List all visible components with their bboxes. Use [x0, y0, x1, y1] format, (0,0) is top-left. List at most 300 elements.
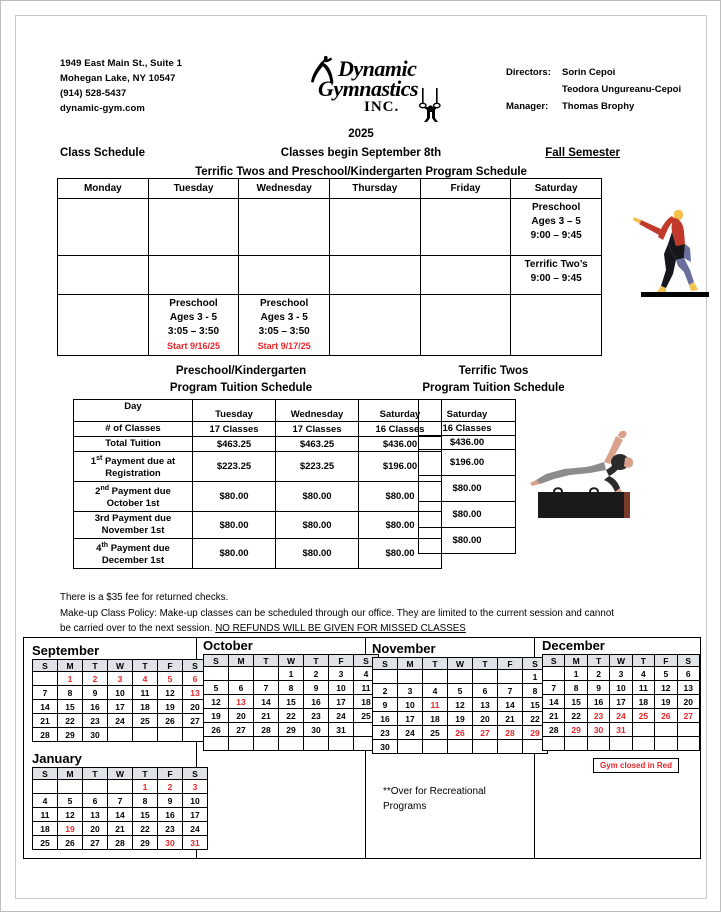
tuition-value-cell: 17 Classes	[193, 422, 276, 437]
calendar-day-closed-19: 19	[58, 822, 83, 836]
calendar-day-closed-29: 29	[523, 726, 548, 740]
schedule-cell	[58, 199, 149, 256]
preschool-tuition-title	[106, 363, 376, 397]
logo-line-2: Gymnastics	[318, 76, 419, 101]
schedule-header-row	[58, 179, 602, 199]
calendar-day-closed-30: 30	[158, 836, 183, 850]
calendar-dow-cell: T	[632, 655, 654, 667]
twos-value-cell: 16 Classes	[419, 422, 516, 436]
calendar-day-empty	[655, 723, 677, 737]
calendar-day-9: 9	[587, 681, 609, 695]
calendar-week-row	[373, 698, 548, 712]
note-line-1: **Over for Recreational	[383, 786, 486, 797]
schedule-cell	[239, 256, 330, 295]
tuition-value-cell: $80.00	[359, 539, 442, 569]
calendar-day-11: 11	[133, 686, 158, 700]
tuition-row	[74, 482, 442, 512]
tuition-column-header-tuesday: Tuesday	[193, 400, 276, 422]
calendar-day-closed-28: 28	[498, 726, 523, 740]
calendar-day-empty	[398, 740, 423, 754]
calendar-day-empty	[632, 737, 654, 751]
tuition-value-cell: $463.25	[276, 437, 359, 452]
tuition-value-cell: $223.25	[193, 452, 276, 482]
calendar-day-empty	[373, 670, 398, 684]
calendar-dow-cell: T	[83, 768, 108, 780]
tuition-row	[74, 437, 442, 452]
schedule-cell-line: Terrific Two’s	[524, 259, 588, 270]
calendar-day-28: 28	[543, 723, 565, 737]
tuition-header-row	[74, 400, 442, 422]
calendar-day-16: 16	[304, 695, 329, 709]
schedule-cell	[511, 199, 602, 256]
calendar-day-19: 19	[204, 709, 229, 723]
schedule-start-date-note: Start 9/16/25	[166, 341, 220, 351]
calendar-day-14: 14	[498, 698, 523, 712]
calendar-dow-cell: S	[183, 660, 208, 672]
calendar-day-19: 19	[655, 695, 677, 709]
calendar-day-6: 6	[473, 684, 498, 698]
calendar-day-30: 30	[83, 728, 108, 742]
calendar-day-empty	[448, 740, 473, 754]
calendar-day-21: 21	[543, 709, 565, 723]
calendar-day-22: 22	[133, 822, 158, 836]
gym-closed-legend: Gym closed in Red	[593, 758, 679, 773]
returned-check-fee-line: There is a $35 fee for returned checks.	[60, 592, 229, 603]
calendar-day-27: 27	[229, 723, 254, 737]
calendar-day-closed-29: 29	[565, 723, 587, 737]
twos-row	[419, 436, 516, 450]
calendar-day-17: 17	[398, 712, 423, 726]
calendar-week-row	[33, 808, 208, 822]
calendar-day-25: 25	[423, 726, 448, 740]
logo-line-3: INC.	[364, 99, 400, 115]
tuition-value-cell: 16 Classes	[359, 422, 442, 437]
calendar-day-empty	[677, 737, 699, 751]
calendar-day-12: 12	[655, 681, 677, 695]
tuition-value-cell: $196.00	[359, 452, 442, 482]
calendar-day-25: 25	[133, 714, 158, 728]
calendar-day-3: 3	[398, 684, 423, 698]
year-label: 2025	[348, 128, 374, 140]
calendar-dow-cell: W	[108, 660, 133, 672]
calendar-day-empty	[158, 728, 183, 742]
calendar-day-17: 17	[183, 808, 208, 822]
staff-name: Teodora Ungureanu-Cepoi	[562, 84, 682, 95]
calendar-day-empty	[58, 780, 83, 794]
calendar-day-16: 16	[158, 808, 183, 822]
calendar-day-28: 28	[108, 836, 133, 850]
calendar-dow-cell: T	[473, 658, 498, 670]
makeup-policy-line: Make-up Class Policy: Make-up classes can be scheduled through our office. They are limited to the current session and cannot	[60, 607, 615, 619]
calendar-day-closed-5: 5	[158, 672, 183, 686]
calendar-day-empty	[108, 780, 133, 794]
calendar-day-6: 6	[83, 794, 108, 808]
calendar-day-10: 10	[183, 794, 208, 808]
calendar-day-closed-31: 31	[610, 723, 632, 737]
staff-role	[506, 81, 562, 98]
calendar-day-15: 15	[133, 808, 158, 822]
calendar-day-13: 13	[677, 681, 699, 695]
twos-value-cell: $196.00	[419, 450, 516, 476]
calendar-dow-row	[204, 655, 379, 667]
tuition-value-cell: $80.00	[193, 512, 276, 539]
staff-directory	[506, 64, 681, 115]
phone-number: (914) 528-5437	[60, 88, 127, 99]
calendar-day-12: 12	[448, 698, 473, 712]
calendar-day-7: 7	[498, 684, 523, 698]
schedule-cell-line: 9:00 – 9:45	[530, 230, 582, 241]
calendar-week-row	[204, 723, 379, 737]
schedule-cell	[329, 256, 420, 295]
schedule-cell	[148, 256, 239, 295]
calendar-day-empty	[565, 737, 587, 751]
twos-row	[419, 528, 516, 554]
calendar-week-row	[204, 709, 379, 723]
calendar-day-empty	[498, 670, 523, 684]
calendar-day-empty	[423, 740, 448, 754]
twos-header-row	[419, 400, 516, 422]
schedule-cell	[511, 256, 602, 295]
schedule-cell	[420, 256, 511, 295]
calendar-week-row	[204, 737, 379, 751]
calendar-day-closed-30: 30	[587, 723, 609, 737]
calendar-day-19: 19	[158, 700, 183, 714]
schedule-cell	[511, 295, 602, 356]
calendar-dow-cell: T	[587, 655, 609, 667]
calendar-day-empty	[204, 737, 229, 751]
tuition-day-header: Day	[74, 400, 193, 422]
calendar-day-16: 16	[587, 695, 609, 709]
calendar-day-24: 24	[398, 726, 423, 740]
calendar-dow-cell: F	[655, 655, 677, 667]
calendar-dow-cell: S	[33, 660, 58, 672]
tuition-column-header-saturday: Saturday	[359, 400, 442, 422]
schedule-cell	[148, 199, 239, 256]
calendar-day-4: 4	[423, 684, 448, 698]
weekly-schedule-table	[57, 178, 602, 356]
calendar-day-1: 1	[523, 670, 548, 684]
calendar-day-11: 11	[354, 681, 379, 695]
calendar-dow-cell: S	[33, 768, 58, 780]
calendar-week-row	[204, 667, 379, 681]
recreational-programs-note	[383, 784, 486, 814]
calendar-day-empty	[83, 780, 108, 794]
tuition-column-header-wednesday: Wednesday	[276, 400, 359, 422]
calendar-day-10: 10	[610, 681, 632, 695]
calendar-dow-cell: S	[354, 655, 379, 667]
calendar-week-row	[373, 684, 548, 698]
no-refunds-emphasis: NO REFUNDS WILL BE GIVEN FOR MISSED CLASSES	[215, 623, 466, 634]
calendar-dow-row	[33, 660, 208, 672]
twos-row	[419, 422, 516, 436]
calendar-day-empty	[398, 670, 423, 684]
calendar-dow-cell: F	[329, 655, 354, 667]
schedule-day-header-thursday: Thursday	[329, 179, 420, 199]
calendar-day-18: 18	[354, 695, 379, 709]
tuition-value-cell: $80.00	[276, 539, 359, 569]
calendar-day-8: 8	[133, 794, 158, 808]
calendar-week-row	[543, 737, 700, 751]
calendar-dow-row	[373, 658, 548, 670]
calendar-dow-cell: F	[158, 768, 183, 780]
calendar-day-9: 9	[373, 698, 398, 712]
schedule-cell-line: Preschool	[259, 298, 309, 309]
semester-label: Fall Semester	[545, 147, 620, 159]
calendar-day-11: 11	[632, 681, 654, 695]
tuition-value-cell: $80.00	[359, 482, 442, 512]
calendar-week-row	[33, 714, 208, 728]
calendar-day-13: 13	[473, 698, 498, 712]
schedule-cell-line: Preschool	[531, 202, 581, 213]
calendar-day-21: 21	[108, 822, 133, 836]
calendar-day-30: 30	[373, 740, 398, 754]
calendar-day-closed-13: 13	[229, 695, 254, 709]
schedule-cell-line: 9:00 – 9:45	[530, 273, 582, 284]
twos-row	[419, 502, 516, 528]
calendar-day-21: 21	[254, 709, 279, 723]
twos-row	[419, 476, 516, 502]
tuition-value-cell: $80.00	[193, 482, 276, 512]
calendar-day-12: 12	[58, 808, 83, 822]
schedule-day-header-monday: Monday	[58, 179, 149, 199]
calendar-day-29: 29	[279, 723, 304, 737]
calendar-day-empty	[229, 667, 254, 681]
calendar-day-empty	[498, 740, 523, 754]
calendar-day-16: 16	[373, 712, 398, 726]
calendar-week-row	[373, 712, 548, 726]
calendar-day-10: 10	[398, 698, 423, 712]
calendar-day-28: 28	[33, 728, 58, 742]
calendar-dow-cell: M	[58, 660, 83, 672]
schedule-cell	[58, 256, 149, 295]
schedule-day-header-friday: Friday	[420, 179, 511, 199]
calendar-day-empty	[279, 737, 304, 751]
calendar-september	[32, 643, 208, 742]
tuition-row-label: 1st Payment due at Registration	[74, 452, 193, 482]
schedule-cell	[148, 295, 239, 356]
company-logo	[302, 54, 452, 126]
schedule-cell	[420, 295, 511, 356]
calendar-dow-cell: M	[229, 655, 254, 667]
gymnast-standing-image	[628, 196, 714, 300]
calendar-day-18: 18	[423, 712, 448, 726]
class-schedule-label: Class Schedule	[60, 147, 146, 159]
calendar-week-row	[543, 709, 700, 723]
staff-row	[506, 81, 681, 98]
calendar-day-21: 21	[498, 712, 523, 726]
schedule-cell-line: Ages 3 – 5	[531, 216, 581, 227]
gymnast-pommel-horse-image	[524, 428, 652, 526]
calendar-day-25: 25	[33, 836, 58, 850]
calendar-day-14: 14	[108, 808, 133, 822]
calendar-day-23: 23	[304, 709, 329, 723]
calendar-week-row	[33, 836, 208, 850]
calendar-day-13: 13	[83, 808, 108, 822]
tuition-title-line1: Preschool/Kindergarten	[175, 365, 307, 377]
staff-name: Thomas Brophy	[562, 101, 635, 112]
address-line: 1949 East Main St., Suite 1	[60, 58, 183, 69]
calendar-day-17: 17	[610, 695, 632, 709]
calendar-day-22: 22	[58, 714, 83, 728]
schedule-row	[58, 256, 602, 295]
calendar-day-2: 2	[587, 667, 609, 681]
policy-text	[60, 590, 680, 637]
calendar-december	[542, 638, 700, 751]
calendar-day-10: 10	[108, 686, 133, 700]
staff-row	[506, 98, 681, 115]
schedule-day-header-wednesday: Wednesday	[239, 179, 330, 199]
calendar-day-26: 26	[204, 723, 229, 737]
calendar-week-row	[33, 672, 208, 686]
calendar-day-closed-13: 13	[183, 686, 208, 700]
calendar-month-name: October	[203, 638, 253, 653]
schedule-cell-line: 3:05 – 3:50	[167, 326, 220, 337]
schedule-day-header-tuesday: Tuesday	[148, 179, 239, 199]
tuition-title-line1: Terrific Twos	[458, 365, 529, 377]
calendar-week-row	[204, 681, 379, 695]
calendar-container	[23, 637, 701, 859]
calendar-day-25: 25	[354, 709, 379, 723]
calendar-dow-cell: M	[58, 768, 83, 780]
calendar-day-9: 9	[158, 794, 183, 808]
calendar-day-empty	[33, 780, 58, 794]
calendar-day-15: 15	[523, 698, 548, 712]
calendar-dow-cell: S	[204, 655, 229, 667]
calendar-day-closed-3: 3	[183, 780, 208, 794]
calendar-day-empty	[473, 740, 498, 754]
calendar-november	[372, 641, 548, 754]
calendar-day-empty	[677, 723, 699, 737]
calendar-day-21: 21	[33, 714, 58, 728]
schedule-cell-line: 3:05 – 3:50	[258, 326, 310, 337]
staff-name: Sorin Cepoi	[562, 67, 616, 78]
calendar-day-17: 17	[108, 700, 133, 714]
calendar-day-closed-11: 11	[423, 698, 448, 712]
calendar-day-1: 1	[565, 667, 587, 681]
calendar-day-6: 6	[229, 681, 254, 695]
calendar-day-29: 29	[58, 728, 83, 742]
calendar-day-11: 11	[33, 808, 58, 822]
tuition-row	[74, 539, 442, 569]
calendar-day-empty	[543, 667, 565, 681]
calendar-day-7: 7	[543, 681, 565, 695]
calendar-day-2: 2	[304, 667, 329, 681]
calendar-day-17: 17	[329, 695, 354, 709]
calendar-dow-cell: T	[254, 655, 279, 667]
calendar-week-row	[33, 822, 208, 836]
calendar-week-row	[373, 670, 548, 684]
tuition-value-cell: $80.00	[276, 482, 359, 512]
calendar-day-18: 18	[33, 822, 58, 836]
schedule-cell	[239, 295, 330, 356]
calendar-day-closed-24: 24	[610, 709, 632, 723]
calendar-day-31: 31	[329, 723, 354, 737]
schedule-day-header-saturday: Saturday	[511, 179, 602, 199]
calendar-day-empty	[610, 737, 632, 751]
calendar-day-empty	[33, 672, 58, 686]
classes-begin-label: Classes begin September 8th	[280, 147, 442, 159]
calendar-dow-row	[543, 655, 700, 667]
calendar-dow-cell: F	[498, 658, 523, 670]
twos-value-cell: $80.00	[419, 528, 516, 554]
address-line: Mohegan Lake, NY 10547	[60, 73, 176, 84]
calendar-week-row	[33, 686, 208, 700]
calendar-day-closed-26: 26	[655, 709, 677, 723]
tuition-value-cell: $80.00	[276, 512, 359, 539]
calendar-day-24: 24	[183, 822, 208, 836]
calendar-week-row	[33, 780, 208, 794]
calendar-day-23: 23	[83, 714, 108, 728]
calendar-day-7: 7	[108, 794, 133, 808]
calendar-day-20: 20	[183, 700, 208, 714]
website-url: dynamic-gym.com	[60, 103, 145, 114]
calendar-day-5: 5	[655, 667, 677, 681]
calendar-week-row	[373, 740, 548, 754]
calendar-day-4: 4	[354, 667, 379, 681]
calendar-day-28: 28	[254, 723, 279, 737]
calendar-day-3: 3	[610, 667, 632, 681]
calendar-dow-cell: W	[448, 658, 473, 670]
calendar-day-26: 26	[158, 714, 183, 728]
calendar-day-6: 6	[677, 667, 699, 681]
calendar-day-14: 14	[254, 695, 279, 709]
tuition-value-cell: 17 Classes	[276, 422, 359, 437]
calendar-day-9: 9	[83, 686, 108, 700]
document-sheet	[15, 15, 707, 899]
schedule-cell	[420, 199, 511, 256]
calendar-january	[32, 751, 208, 850]
preschool-tuition-table	[73, 399, 442, 569]
document-header	[16, 16, 706, 136]
tuition-value-cell: $223.25	[276, 452, 359, 482]
calendar-day-empty	[423, 670, 448, 684]
twos-value-cell: $436.00	[419, 436, 516, 450]
tuition-row-label: # of Classes	[74, 422, 193, 437]
calendar-day-26: 26	[58, 836, 83, 850]
calendar-day-7: 7	[254, 681, 279, 695]
calendar-day-8: 8	[58, 686, 83, 700]
tuition-row-label: Total Tuition	[74, 437, 193, 452]
calendar-dow-cell: W	[279, 655, 304, 667]
tuition-value-cell: $436.00	[359, 437, 442, 452]
calendar-day-empty	[329, 737, 354, 751]
calendar-day-4: 4	[632, 667, 654, 681]
tuition-title-line2: Program Tuition Schedule	[422, 382, 565, 394]
no-refunds-prefix: be carried over to the next session.	[60, 623, 216, 634]
no-refunds-line	[60, 621, 680, 637]
schedule-cell-line: Ages 3 - 5	[260, 312, 308, 323]
tuition-value-cell: $463.25	[193, 437, 276, 452]
schedule-cell	[329, 199, 420, 256]
twos-value-cell: $80.00	[419, 502, 516, 528]
staff-role: Manager:	[506, 101, 549, 112]
tuition-title-line2: Program Tuition Schedule	[169, 382, 313, 394]
calendar-day-29: 29	[133, 836, 158, 850]
calendar-day-15: 15	[565, 695, 587, 709]
calendar-day-22: 22	[565, 709, 587, 723]
calendar-day-empty	[204, 667, 229, 681]
calendar-dow-cell: T	[83, 660, 108, 672]
twos-tuition-table	[418, 399, 516, 554]
calendar-day-24: 24	[108, 714, 133, 728]
calendar-week-row	[543, 695, 700, 709]
calendar-day-closed-25: 25	[632, 709, 654, 723]
calendar-day-24: 24	[329, 709, 354, 723]
calendar-day-14: 14	[33, 700, 58, 714]
calendar-dow-cell: T	[423, 658, 448, 670]
calendar-day-5: 5	[448, 684, 473, 698]
gym-address-block	[60, 56, 182, 116]
